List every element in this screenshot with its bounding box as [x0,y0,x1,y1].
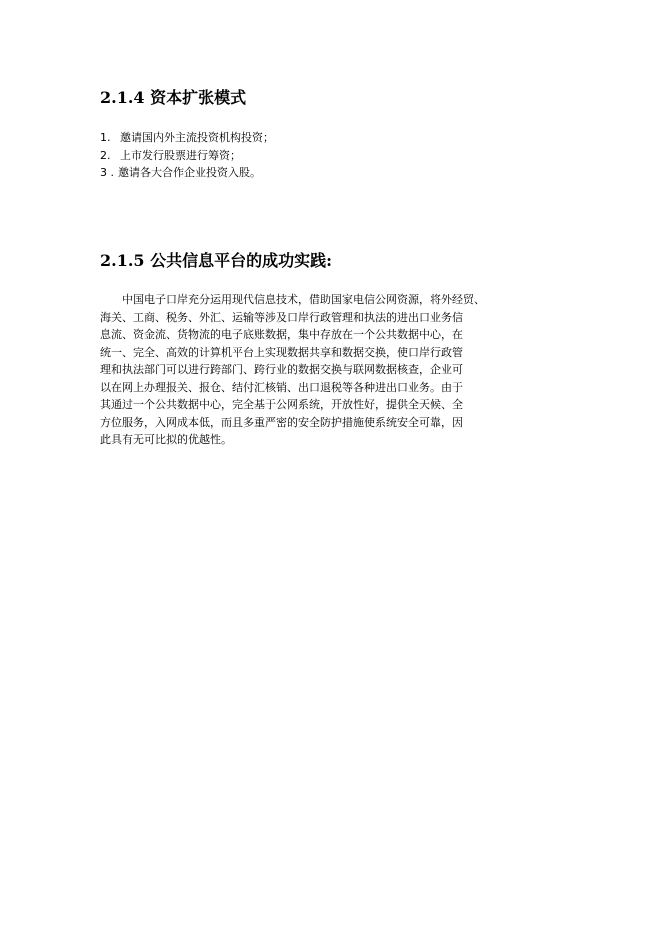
paragraph-line: 理和执法部门可以进行跨部门、跨行业的数据交换与联网数据核查，企业可 [100,363,463,376]
paragraph-line: 息流、资金流、货物流的电子底账数据，集中存放在一个公共数据中心，在 [100,328,463,341]
section-heading-public-info-platform: 2.1.5 公共信息平台的成功实践: [100,251,333,270]
paragraph-line: 以在网上办理报关、报仓、结付汇核销、出口退税等各种进出口业务。由于 [100,380,463,394]
paragraph-line: 其通过一个公共数据中心，完全基于公网系统，开放性好，提供全天候、全 [100,398,463,411]
paragraph-line: 统一、完全、高效的计算机平台上实现数据共享和数据交换，使口岸行政管 [100,345,463,359]
paragraph-line: 海关、工商、税务、外汇、运输等涉及口岸行政管理和执法的进出口业务信 [100,310,463,324]
list-item-text: 邀请各大合作企业投资入股。 [118,166,261,179]
list-item-number: 3 . [100,166,114,179]
capital-expansion-list [100,129,274,182]
list-item-number: 2. [100,148,111,162]
body-paragraph [100,291,540,449]
paragraph-line: 此具有无可比拟的优越性。 [100,433,232,446]
paragraph-line: 方位服务，入网成本低，而且多重严密的安全防护措施使系统安全可靠，因 [100,415,463,429]
list-item [100,129,274,147]
paragraph-line: 中国电子口岸充分运用现代信息技术，借助国家电信公网资源，将外经贸、 [100,293,485,306]
list-item [100,147,274,165]
section-heading-capital-expansion: 2.1.4 资本扩张模式 [100,88,247,107]
list-item-text: 上市发行股票进行筹资； [120,148,241,162]
list-item [100,164,274,182]
list-item-number: 1. [100,131,111,144]
list-item-text: 邀请国内外主流投资机构投资； [120,131,274,144]
